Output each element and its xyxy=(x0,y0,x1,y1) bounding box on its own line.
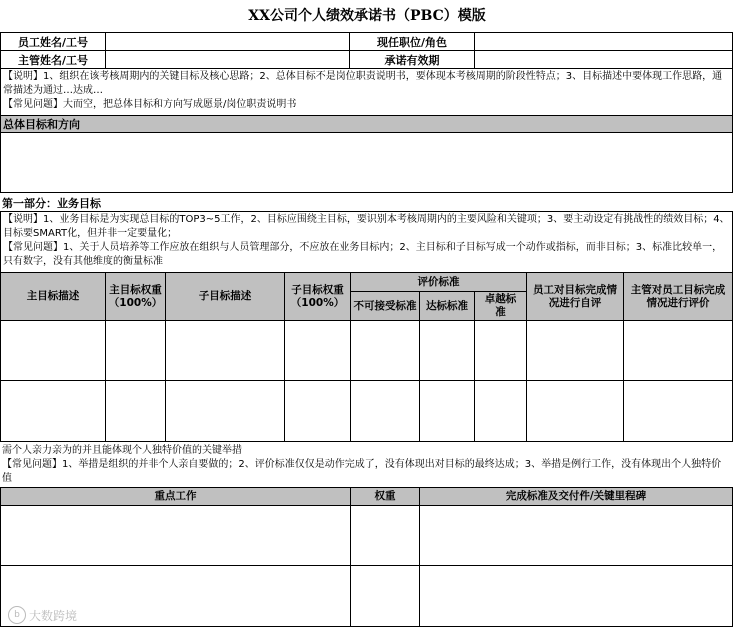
table-row-1-main-desc[interactable] xyxy=(0,320,106,381)
table-row-1-exceeds[interactable] xyxy=(474,320,527,381)
col-manager-eval: 主管对员工目标完成情况进行评价 xyxy=(623,272,733,321)
col-self-eval: 员工对目标完成情况进行自评 xyxy=(526,272,624,321)
table-row-2-sub-weight[interactable] xyxy=(284,380,351,442)
part1-note-box xyxy=(0,211,733,273)
part1-faq: 【常见问题】1、关于人员培养等工作应放在组织与人员管理部分，不应放在业务目标内；2、主目标和子目标写成一个动作或指标，而非目标；3、标准比较单一，只有数字，没有其他维度的衡量标准 xyxy=(3,242,723,267)
col-criteria: 评价标准 xyxy=(350,272,527,292)
table-row-1-sub-desc[interactable] xyxy=(165,320,285,381)
table-row-weight-2[interactable] xyxy=(350,565,420,627)
table-row-2-manager-eval[interactable] xyxy=(623,380,733,442)
col-deliverables: 完成标准及交付件/关键里程碑 xyxy=(419,487,733,506)
watermark-logo-icon: b xyxy=(8,606,26,624)
overall-section-header: 总体目标和方向 xyxy=(0,115,733,133)
col-meets: 达标标准 xyxy=(419,291,475,321)
part2-note-box xyxy=(0,442,733,488)
table-row-1-sub-weight[interactable] xyxy=(284,320,351,381)
part2-faq: 【常见问题】1、举措是组织的并非个人亲自要做的；2、评价标准仅仅是动作完成了，没有体现出对目标的最终达成；3、举措是例行工作，没有体现出个人独特价值 xyxy=(2,459,722,484)
page-title: XX公司个人绩效承诺书（PBC）模版 xyxy=(248,8,486,24)
table-row-1-meets[interactable] xyxy=(419,320,475,381)
table-row-1-self-eval[interactable] xyxy=(526,320,624,381)
table-row-deliverables-1[interactable] xyxy=(419,505,733,566)
table-row-key-work-1[interactable] xyxy=(0,505,351,566)
table-row-1-unacceptable[interactable] xyxy=(350,320,420,381)
employee-name-field[interactable] xyxy=(105,32,350,51)
table-row-2-exceeds[interactable] xyxy=(474,380,527,442)
intro-faq: 【常见问题】大而空，把总体目标和方向写成愿景/岗位职责说明书 xyxy=(3,99,297,110)
part1-note: 【说明】1、业务目标是为实现总目标的TOP3~5工作，2、目标应围绕主目标，要识别本考核周期内的主要风险和关键项；3、要主动设定有挑战性的绩效目标；4、目标要SMART化，但并非一定要量化； xyxy=(3,214,730,239)
col-key-work: 重点工作 xyxy=(0,487,351,506)
intro-note-box xyxy=(0,68,733,116)
watermark xyxy=(8,606,77,624)
overall-content-area[interactable] xyxy=(0,132,733,193)
col-sub-weight: 子目标权重（100%） xyxy=(284,272,351,321)
col-weight: 权重 xyxy=(350,487,420,506)
table-row-2-meets[interactable] xyxy=(419,380,475,442)
table-row-weight-1[interactable] xyxy=(350,505,420,566)
col-exceeds: 卓越标准 xyxy=(474,291,527,321)
validity-label: 承诺有效期 xyxy=(349,50,475,69)
position-label: 现任职位/角色 xyxy=(349,32,475,51)
validity-field[interactable] xyxy=(474,50,733,69)
watermark-text: 大数跨境 xyxy=(29,608,78,623)
table-row-2-self-eval[interactable] xyxy=(526,380,624,442)
manager-name-label: 主管姓名/工号 xyxy=(0,50,106,69)
table-row-2-main-desc[interactable] xyxy=(0,380,106,442)
table-row-2-main-weight[interactable] xyxy=(105,380,166,442)
part1-header: 第一部分：业务目标 xyxy=(2,197,101,210)
col-main-weight: 主目标权重（100%） xyxy=(105,272,166,321)
table-row-1-main-weight[interactable] xyxy=(105,320,166,381)
col-unacceptable: 不可接受标准 xyxy=(350,291,420,321)
table-row-2-sub-desc[interactable] xyxy=(165,380,285,442)
employee-name-label: 员工姓名/工号 xyxy=(0,32,106,51)
manager-name-field[interactable] xyxy=(105,50,350,69)
table-row-2-unacceptable[interactable] xyxy=(350,380,420,442)
col-main-desc: 主目标描述 xyxy=(0,272,106,321)
position-field[interactable] xyxy=(474,32,733,51)
table-row-1-manager-eval[interactable] xyxy=(623,320,733,381)
intro-note: 【说明】1、组织在该考核周期内的关键目标及核心思路；2、总体目标不是岗位职责说明书，要体现本考核周期的阶段性特点；3、目标描述中要体现工作思路，通常描述为通过…达成… xyxy=(3,71,723,96)
part2-desc: 需个人亲力亲为的并且能体现个人独特价值的关键举措 xyxy=(2,445,242,456)
col-sub-desc: 子目标描述 xyxy=(165,272,285,321)
table-row-deliverables-2[interactable] xyxy=(419,565,733,627)
